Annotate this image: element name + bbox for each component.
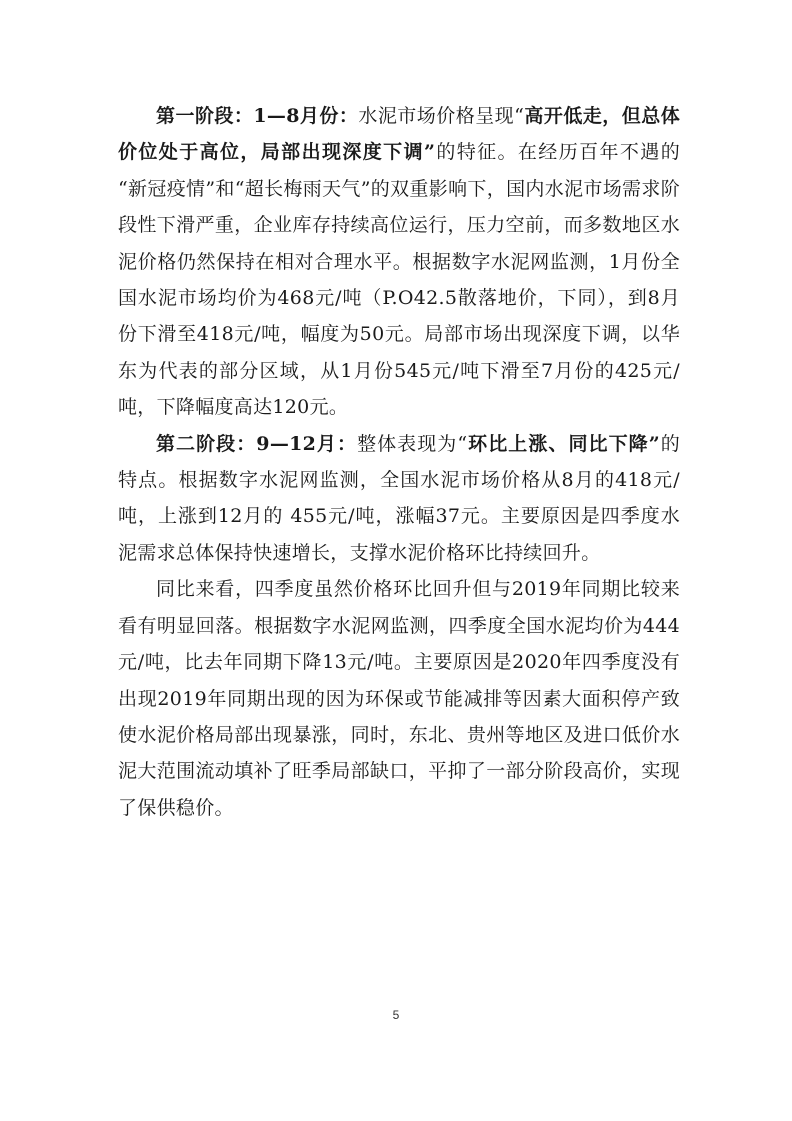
stage-one-highlight: 高开低走，但总体价位处于高位，局部出现深度下调” bbox=[118, 105, 681, 164]
stage-two-highlight: 环比上涨、同比下降” bbox=[467, 432, 660, 455]
stage-one-intro: 水泥市场价格呈现“ bbox=[358, 105, 525, 127]
stage-two-body: 的特点。根据数字水泥网监测，全国水泥市场价格从8月的418元/吨，上涨到12月的 455元/吨，涨幅37元。主要原因是四季度水泥需求总体保持快速增长，支撑水泥价格环比持续回升。 bbox=[118, 432, 680, 564]
paragraph-yoy-comparison: 同比来看，四季度虽然价格环比回升但与2019年同期比较来看有明显回落。根据数字水泥网监测，四季度全国水泥均价为444元/吨，比去年同期下降13元/吨。主要原因是2020年四季度没有出现2019年同期出现的因为环保或节能减排等因素大面积停产致使水泥价格局部出现暴涨，同时，东北、贵州等地区及进口低价水泥大范围流动填补了旺季局部缺口，平抑了一部分阶段高价，实现了保供稳价。 bbox=[118, 578, 680, 819]
stage-one-body: 的特征。在经历百年不遇的 “新冠疫情”和“超长梅雨天气”的双重影响下，国内水泥市场需求阶段性下滑严重，企业库存持续高位运行，压力空前，而多数地区水泥价格仍然保持在相对合理水平。根据数字水泥网监测，1月份全国水泥市场均价为468元/吨（P.O42.5散落地价，下同），到8月份下滑至418元/吨，幅度为50元。局部市场出现深度下调，以华东为代表的部分区域，从1月份545元/吨下滑至7月份的425元/吨，下降幅度高达120元。 bbox=[118, 141, 680, 419]
page-number: 5 bbox=[392, 1008, 400, 1022]
body-text bbox=[118, 98, 680, 826]
paragraph-stage-one bbox=[118, 98, 680, 426]
paragraph-stage-two bbox=[118, 426, 680, 572]
stage-two-heading: 第二阶段：9—12月： bbox=[156, 432, 358, 455]
stage-two-intro: 整体表现为“ bbox=[357, 432, 468, 455]
stage-one-heading: 第一阶段：1—8月份： bbox=[156, 105, 359, 127]
